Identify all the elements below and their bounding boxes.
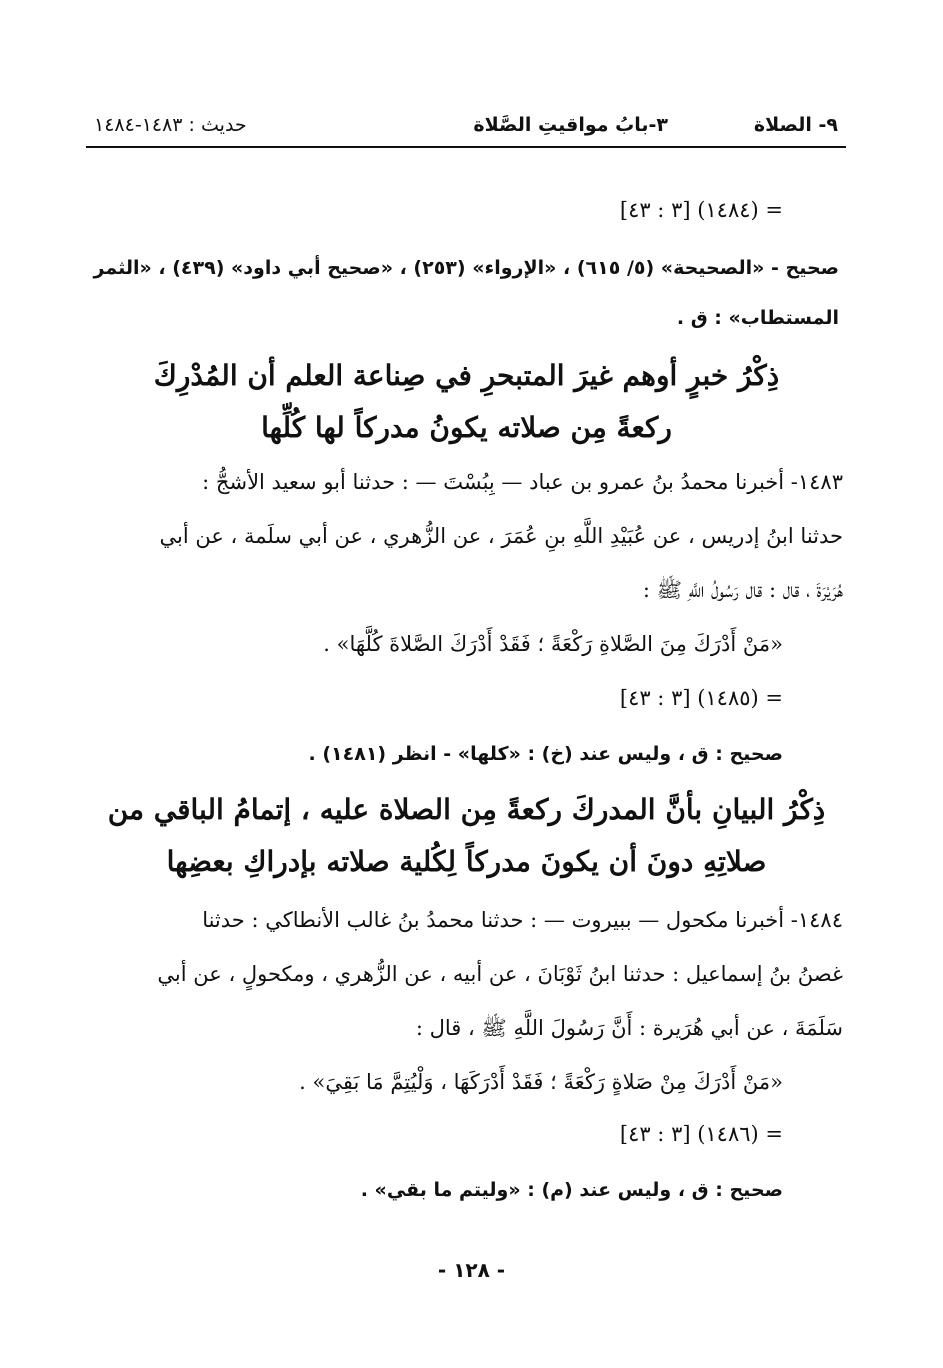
chapter-heading: ركعةً مِن صلاته يكونُ مدركاً لها كُلِّها: [261, 411, 672, 444]
page-number: - ١٢٨ -: [437, 1258, 506, 1282]
hadith-text: حدثنا ابنُ إدريس ، عن عُبَيْدِ اللَّهِ بنِ عُمَرَ ، عن الزُّهري ، عن أبي سلَمة ، عن أبي: [159, 524, 843, 548]
cross-reference: = (١٤٨٥) [٣ : ٤٣]: [619, 686, 783, 710]
hadith-range: حديث : ١٤٨٣-١٤٨٤: [94, 114, 247, 136]
hadith-text: ١٤٨٣- أخبرنا محمدُ بنُ عمرو بن عباد — بِبُسْتَ — : حدثنا أبو سعيد الأشجُّ :: [202, 470, 843, 494]
hadith-text: غصنُ بنُ إسماعيل : حدثنا ابنُ ثَوْبَانَ ، عن أبيه ، عن الزُّهري ، ومكحولٍ ، عن أبي: [157, 962, 843, 986]
hadith-text: سَلَمَةَ ، عن أبي هُرَيرة : أَنَّ رَسُولَ اللَّهِ ﷺ ، قال :: [415, 1016, 843, 1040]
hadith-text: هُرَيْرَةَ ، قال : قال رَسُولُ اللَّهِ ﷺ :: [642, 578, 843, 602]
chapter-heading: صلاتِهِ دونَ أن يكونَ مدركاً لِكُلية صلاته بإدراكِ بعضِها: [166, 845, 767, 878]
hadith-matn: «مَنْ أَدْرَكَ مِنْ صَلاةٍ رَكْعَةً ؛ فَقَدْ أَدْرَكَهَا ، وَلْيُتِمَّ مَا بَقِيَ» .: [299, 1070, 783, 1094]
grading-line: صحيح - «الصحيحة» (٥/ ٦١٥) ، «الإرواء» (٢٥٣) ، «صحيح أبي داود» (٤٣٩) ، «الثمر: [93, 257, 839, 279]
cross-reference: = (١٤٨٤) [٣ : ٤٣]: [619, 198, 783, 222]
hadith-matn: «مَنْ أَدْرَكَ مِنَ الصَّلاةِ رَكْعَةً ؛ فَقَدْ أَدْرَكَ الصَّلاةَ كُلَّهَا» .: [323, 632, 783, 656]
chapter-heading: ذِكْرُ خبرٍ أوهم غيرَ المتبحرِ في صِناعة العلم أن المُدْرِكَ: [153, 359, 780, 392]
cross-reference: = (١٤٨٦) [٣ : ٤٣]: [619, 1122, 783, 1146]
hadith-text: ١٤٨٤- أخبرنا مكحول — ببيروت — : حدثنا محمدُ بنُ غالب الأنطاكي : حدثنا: [202, 908, 843, 932]
running-header: [86, 108, 846, 148]
grading-line: صحيح : ق ، وليس عند (خ) : «كلها» - انظر (١٤٨١) .: [308, 743, 783, 765]
grading-line: صحيح : ق ، وليس عند (م) : «وليتم ما بقي» .: [360, 1179, 783, 1201]
grading-line: المستطاب» : ق .: [676, 307, 839, 329]
chapter-title: ٩- الصلاة: [753, 114, 838, 136]
section-title: ٣-بابُ مواقيتِ الصَّلاة: [473, 114, 668, 136]
chapter-heading: ذِكْرُ البيانِ بأنَّ المدركَ ركعةً مِن الصلاة عليه ، إتمامُ الباقي من: [107, 793, 826, 826]
